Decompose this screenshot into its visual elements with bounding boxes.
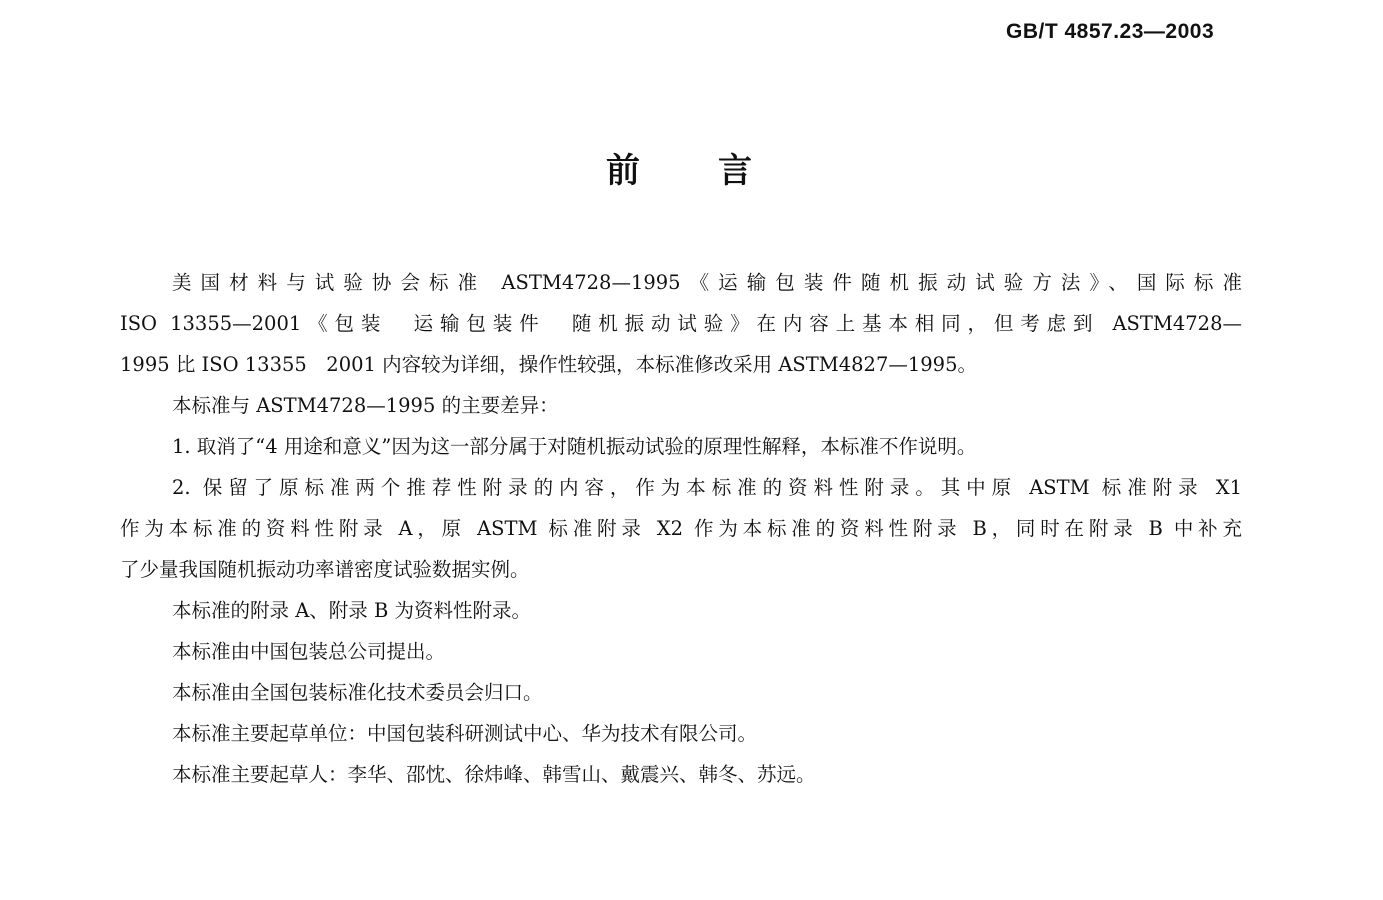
foreword-body bbox=[120, 262, 1242, 795]
paragraph-administrator: 本标准由全国包装标准化技术委员会归口。 bbox=[172, 681, 543, 704]
paragraph-line: ISO 13355—2001《包装 运输包装件 随机振动试验》在内容上基本相同，但考虑到 ASTM4728— bbox=[120, 312, 1242, 335]
paragraph-differences-intro: 本标准与 ASTM4728—1995 的主要差异： bbox=[172, 394, 559, 417]
paragraph-difference-2 bbox=[120, 467, 1242, 590]
paragraph-proposer: 本标准由中国包装总公司提出。 bbox=[172, 640, 446, 663]
paragraph-background bbox=[120, 262, 1242, 385]
title-char-1: 前 bbox=[606, 151, 640, 191]
paragraph-appendix-note: 本标准的附录 A、附录 B 为资料性附录。 bbox=[172, 599, 532, 622]
paragraph-line: 作为本标准的资料性附录 A，原 ASTM 标准附录 X2 作为本标准的资料性附录 B，同时在附录 B 中补充 bbox=[120, 517, 1242, 540]
paragraph-drafters: 本标准主要起草人：李华、邵忱、徐炜峰、韩雪山、戴震兴、韩冬、苏远。 bbox=[172, 763, 816, 786]
paragraph-line: 2. 保留了原标准两个推荐性附录的内容，作为本标准的资料性附录。其中原 ASTM 标准附录 X1 bbox=[172, 476, 1242, 499]
paragraph-drafting-units: 本标准主要起草单位：中国包装科研测试中心、华为技术有限公司。 bbox=[172, 722, 758, 745]
title-char-2: 言 bbox=[718, 151, 752, 191]
paragraph-difference-1: 1. 取消了“4 用途和意义”因为这一部分属于对随机振动试验的原理性解释，本标准不作说明。 bbox=[172, 435, 977, 458]
paragraph-line: 1995 比 ISO 13355 2001 内容较为详细，操作性较强，本标准修改采用 ASTM4827—1995。 bbox=[120, 353, 977, 376]
paragraph-line: 了少量我国随机振动功率谱密度试验数据实例。 bbox=[120, 558, 530, 581]
standard-code: GB/T 4857.23—2003 bbox=[1006, 20, 1215, 43]
paragraph-line: 美国材料与试验协会标准 ASTM4728—1995《运输包装件随机振动试验方法》、国际标准 bbox=[172, 271, 1242, 294]
